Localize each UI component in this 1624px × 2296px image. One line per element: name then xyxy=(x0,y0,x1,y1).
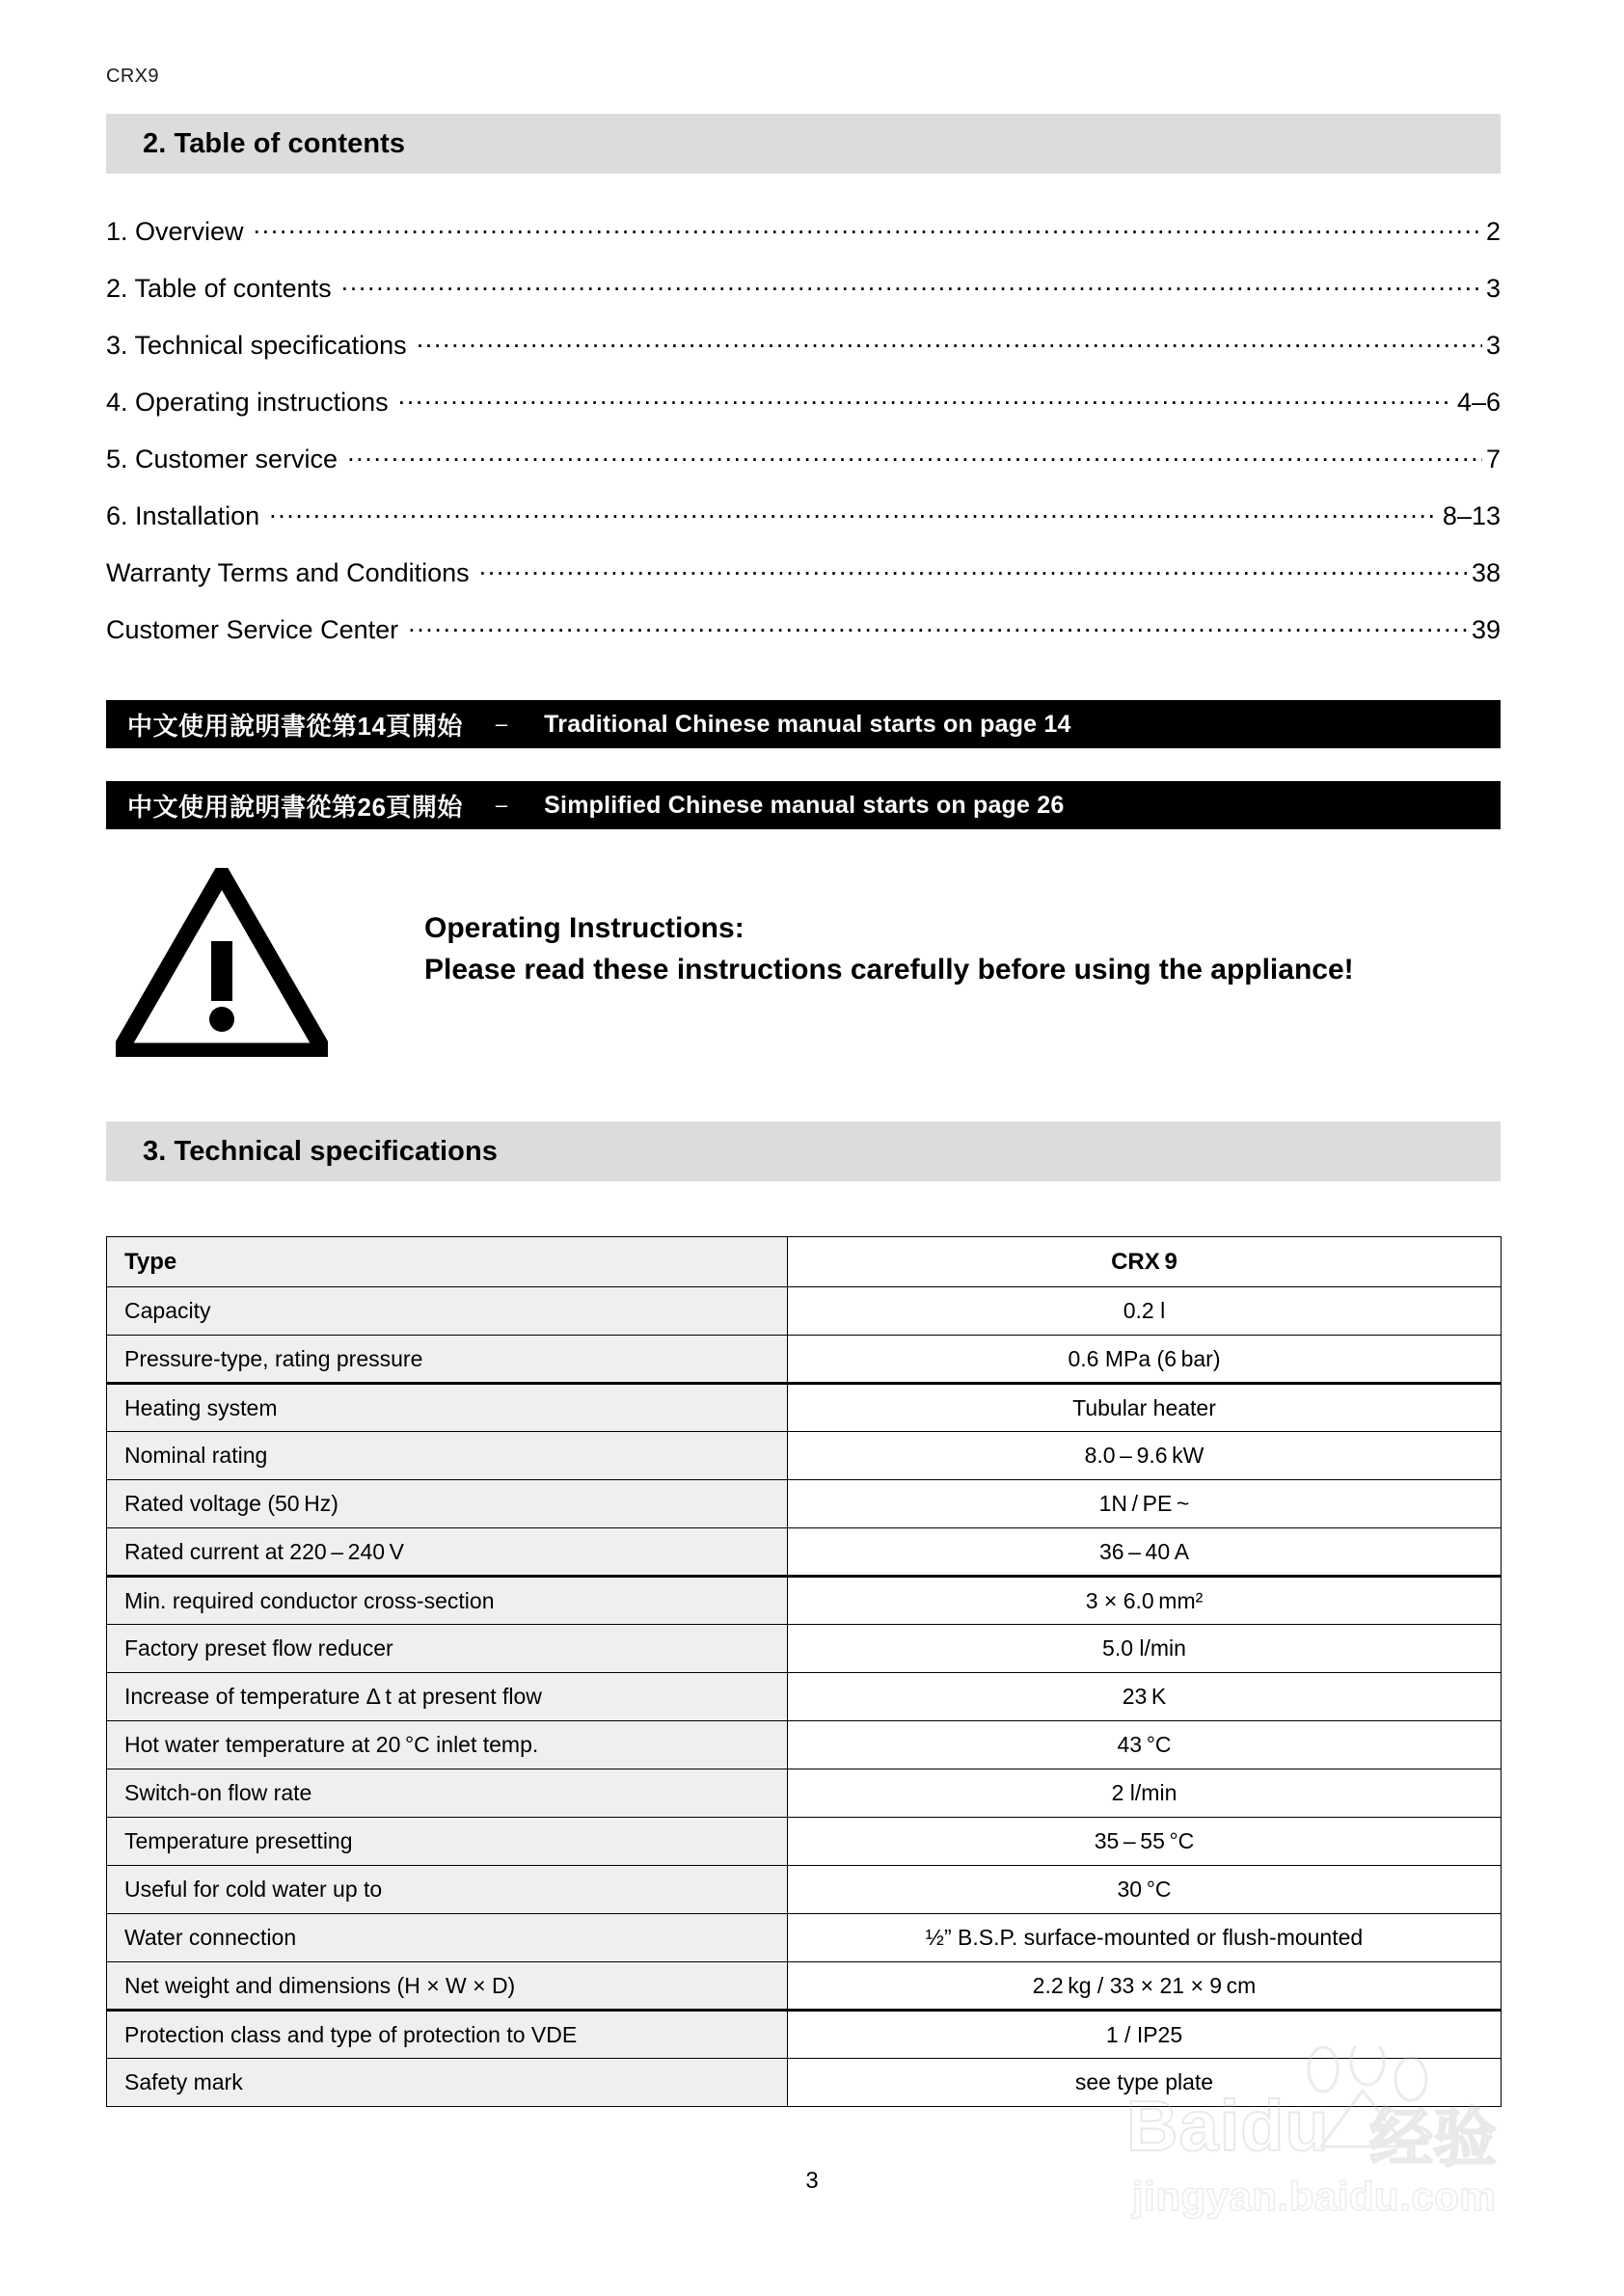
spec-label: Protection class and type of protection to VDE xyxy=(107,2011,788,2059)
spec-label: Hot water temperature at 20 °C inlet temp. xyxy=(107,1721,788,1769)
spec-label: Switch-on flow rate xyxy=(107,1769,788,1818)
table-row xyxy=(107,1962,1502,2011)
spec-value: 2.2 kg / 33 × 21 × 9 cm xyxy=(788,1962,1502,2011)
toc-entry[interactable] xyxy=(106,612,1501,669)
spec-value: 36 – 40 A xyxy=(788,1528,1502,1577)
table-header-row xyxy=(107,1237,1502,1287)
spec-value: 0.2 l xyxy=(788,1287,1502,1336)
toc-entry-page: 2 xyxy=(1485,217,1501,246)
toc-entry-label: 1. Overview xyxy=(106,217,244,246)
spec-value: Tubular heater xyxy=(788,1384,1502,1432)
table-row xyxy=(107,1625,1502,1673)
table-header-model: CRX 9 xyxy=(788,1237,1502,1287)
table-row xyxy=(107,2059,1502,2107)
table-row xyxy=(107,1866,1502,1914)
table-row xyxy=(107,1769,1502,1818)
table-head xyxy=(107,1237,1502,1287)
table-row xyxy=(107,1528,1502,1577)
spec-value: 35 – 55 °C xyxy=(788,1818,1502,1866)
spec-label: Heating system xyxy=(107,1384,788,1432)
toc-entry[interactable] xyxy=(106,385,1501,442)
toc-entry[interactable] xyxy=(106,555,1501,612)
toc-entry[interactable] xyxy=(106,214,1501,271)
banner-simplified-chinese xyxy=(106,781,1501,829)
warning-notice xyxy=(116,868,1504,1057)
spec-label: Temperature presetting xyxy=(107,1818,788,1866)
spec-label: Useful for cold water up to xyxy=(107,1866,788,1914)
toc-leader-dots xyxy=(479,555,1468,581)
spec-value: 5.0 l/min xyxy=(788,1625,1502,1673)
spec-value: ½” B.S.P. surface-mounted or flush-mounted xyxy=(788,1914,1502,1962)
banner-dash: – xyxy=(495,712,508,736)
toc-leader-dots xyxy=(408,612,1468,638)
toc-leader-dots xyxy=(254,214,1482,240)
spec-label: Min. required conductor cross-section xyxy=(107,1577,788,1625)
toc-entry-label: Warranty Terms and Conditions xyxy=(106,558,470,587)
toc-entry-label: 5. Customer service xyxy=(106,445,338,473)
section-band-technical-specifications xyxy=(106,1121,1501,1181)
toc-entry-label: Customer Service Center xyxy=(106,615,399,644)
banner-chinese-text: 中文使用說明書從第26頁開始 xyxy=(127,792,463,822)
spec-value: 2 l/min xyxy=(788,1769,1502,1818)
warning-text-block xyxy=(328,868,1354,991)
toc-entry-label: 3. Technical specifications xyxy=(106,331,407,360)
spec-label: Water connection xyxy=(107,1914,788,1962)
toc-entry-page: 39 xyxy=(1471,615,1501,644)
toc-leader-dots xyxy=(341,271,1482,297)
section-band-title: 3. Technical specifications xyxy=(143,1135,499,1167)
banner-traditional-chinese xyxy=(106,700,1501,748)
spec-value: 0.6 MPa (6 bar) xyxy=(788,1336,1502,1384)
toc-entry-label: 4. Operating instructions xyxy=(106,388,389,417)
table-row xyxy=(107,1287,1502,1336)
table-row xyxy=(107,1480,1502,1528)
table-header-type: Type xyxy=(107,1237,788,1287)
spec-label: Safety mark xyxy=(107,2059,788,2107)
banner-dash: – xyxy=(495,793,508,817)
toc-entry-page: 4–6 xyxy=(1456,388,1501,417)
table-row xyxy=(107,1673,1502,1721)
toc-entry-page: 7 xyxy=(1485,445,1501,473)
warning-instruction: Please read these instructions carefully before using the appliance! xyxy=(424,953,1354,986)
spec-value: 43 °C xyxy=(788,1721,1502,1769)
toc-entry[interactable] xyxy=(106,271,1501,328)
spec-value: 8.0 – 9.6 kW xyxy=(788,1432,1502,1480)
spec-value: 23 K xyxy=(788,1673,1502,1721)
spec-label: Rated current at 220 – 240 V xyxy=(107,1528,788,1577)
toc-leader-dots xyxy=(417,328,1482,354)
table-row xyxy=(107,1432,1502,1480)
toc-entry[interactable] xyxy=(106,499,1501,555)
toc-leader-dots xyxy=(398,385,1453,411)
table-body xyxy=(107,1287,1502,2107)
banner-english-text: Traditional Chinese manual starts on page 14 xyxy=(544,710,1071,738)
toc-entry[interactable] xyxy=(106,328,1501,385)
table-row xyxy=(107,1577,1502,1625)
spec-label: Capacity xyxy=(107,1287,788,1336)
toc-entry-page: 3 xyxy=(1485,274,1501,303)
toc-entry-page: 3 xyxy=(1485,331,1501,360)
page-number: 3 xyxy=(805,2168,819,2194)
technical-specifications-table xyxy=(106,1236,1502,2107)
toc-leader-dots xyxy=(269,499,1439,525)
banner-chinese-text: 中文使用說明書從第14頁開始 xyxy=(127,711,463,741)
toc-entry-page: 8–13 xyxy=(1442,501,1501,530)
spec-label: Factory preset flow reducer xyxy=(107,1625,788,1673)
table-row xyxy=(107,1818,1502,1866)
table-row xyxy=(107,1384,1502,1432)
spec-value: 1N / PE ~ xyxy=(788,1480,1502,1528)
section-band-table-of-contents xyxy=(106,114,1501,174)
watermark-brand-chinese: 经验 xyxy=(1369,2102,1497,2174)
toc-entry-label: 6. Installation xyxy=(106,501,260,530)
table-of-contents-list xyxy=(106,214,1501,669)
spec-label: Increase of temperature Δ t at present flow xyxy=(107,1673,788,1721)
banner-english-text: Simplified Chinese manual starts on page 26 xyxy=(544,791,1065,819)
spec-value: 30 °C xyxy=(788,1866,1502,1914)
spec-label: Nominal rating xyxy=(107,1432,788,1480)
warning-title: Operating Instructions: xyxy=(424,912,744,944)
spec-label: Net weight and dimensions (H × W × D) xyxy=(107,1962,788,2011)
document-code: CRX9 xyxy=(106,66,159,87)
section-band-title: 2. Table of contents xyxy=(143,127,406,159)
watermark-brand: Baidu xyxy=(1126,2086,1330,2166)
table-row xyxy=(107,1721,1502,1769)
toc-entry-label: 2. Table of contents xyxy=(106,274,332,303)
spec-label: Rated voltage (50 Hz) xyxy=(107,1480,788,1528)
table-row xyxy=(107,1914,1502,1962)
toc-entry-page: 38 xyxy=(1471,558,1501,587)
table-row xyxy=(107,1336,1502,1384)
table-row xyxy=(107,2011,1502,2059)
toc-leader-dots xyxy=(347,442,1482,468)
spec-value: 3 × 6.0 mm² xyxy=(788,1577,1502,1625)
spec-value: see type plate xyxy=(788,2059,1502,2107)
toc-entry[interactable] xyxy=(106,442,1501,499)
spec-label: Pressure-type, rating pressure xyxy=(107,1336,788,1384)
warning-triangle-icon xyxy=(116,868,328,1057)
watermark-url: jingyan.baidu.com xyxy=(1132,2174,1497,2219)
spec-value: 1 / IP25 xyxy=(788,2011,1502,2059)
